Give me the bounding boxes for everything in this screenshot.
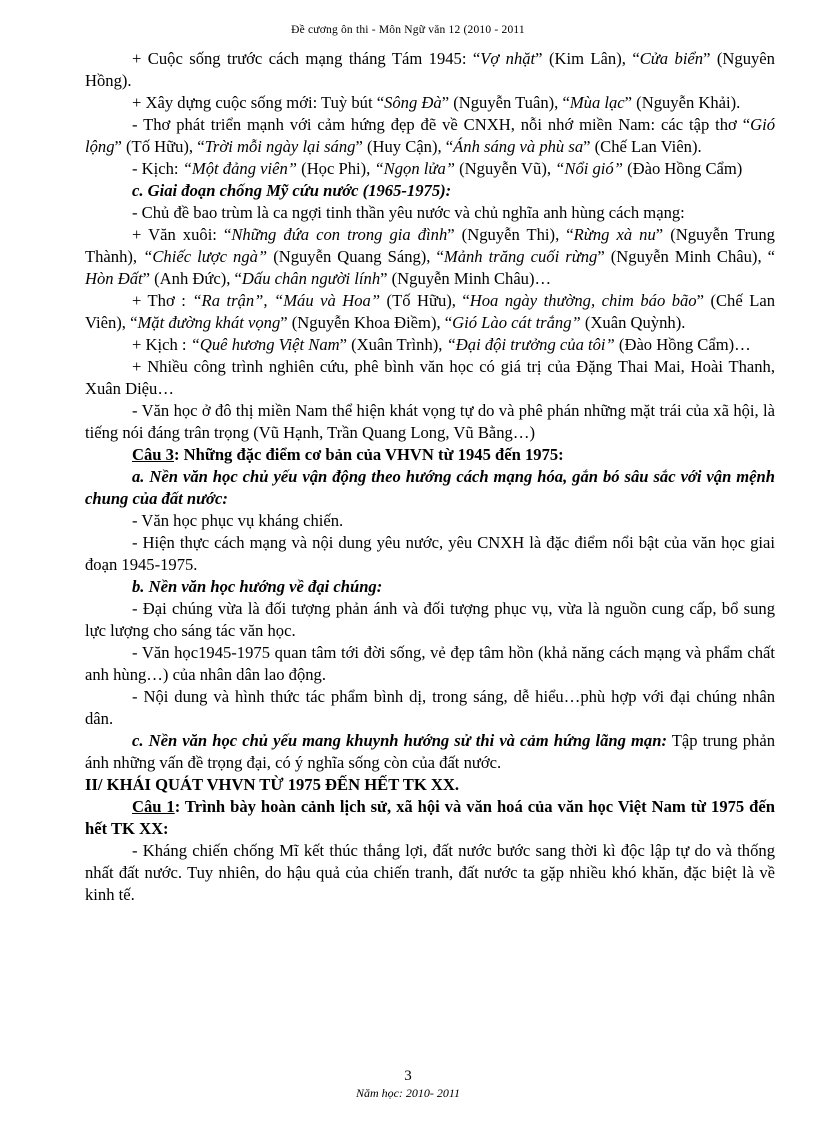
text-run: Vợ nhặt (480, 49, 536, 68)
text-run: ” (Chế Lan Viên). (583, 137, 702, 156)
paragraph (85, 686, 775, 730)
text-run: : Những đặc điểm cơ bản của VHVN từ 1945 đến 1975: (173, 445, 564, 464)
text-run: Tập trung phản ánh những vấn đề trọng đại, có ý nghĩa sống còn của đất nước. (85, 731, 775, 772)
text-run: ” (Nguyễn Trung Thành), (85, 225, 775, 266)
text-run: (Học Phi), (297, 159, 375, 178)
text-run: + Kịch : (132, 335, 191, 354)
text-run: Câu 1 (132, 797, 175, 816)
paragraph (85, 400, 775, 444)
paragraph (85, 356, 775, 400)
text-run: “Ngọn lửa” (374, 159, 455, 178)
text-run: Gió Lào cát trắng” (452, 313, 581, 332)
text-run: Ánh sáng và phù sa (453, 137, 584, 156)
paragraph (85, 576, 775, 598)
text-run: + Xây dựng cuộc sống mới: Tuỳ bút “ (132, 93, 385, 112)
page-footer: Năm học: 2010- 2011 (355, 1086, 461, 1100)
text-run: ” (Nguyễn Tuân), “ (441, 93, 570, 112)
text-run: c. Giai đoạn chống Mỹ cứu nước (1965-1975): (132, 181, 452, 200)
text-run: Mùa lạc (569, 93, 625, 112)
text-run: c. Nền văn học chủ yếu mang khuynh hướng sử thi và cảm hứng lãng mạn: (132, 731, 667, 750)
text-run: ” (Nguyên Hồng). (85, 49, 775, 90)
text-run: (Tố Hữu), “ (380, 291, 470, 310)
text-run: ” (Huy Cận), “ (355, 137, 454, 156)
text-run: “Quê hương Việt Nam (190, 335, 340, 354)
text-run: - Văn học ở đô thị miền Nam thể hiện khát vọng tự do và phê phán những mặt trái của xã hội, là tiếng nói đáng trân trọng (Vũ Hạnh, Trần Quang Long, Vũ Bằng…) (85, 401, 775, 442)
paragraph (85, 796, 775, 840)
text-run: Mảnh trăng cuối rừng (443, 247, 598, 266)
paragraph (85, 290, 775, 334)
text-run: - Văn học phục vụ kháng chiến. (132, 511, 344, 530)
text-run: “Nổi gió” (555, 159, 623, 178)
text-run: - Hiện thực cách mạng và nội dung yêu nước, yêu CNXH là đặc điểm nổi bật của văn học giai đoạn 1945-1975. (85, 533, 775, 574)
text-run: (Đào Hồng Cẩm)… (614, 335, 751, 354)
paragraph (85, 444, 775, 466)
text-run: Hoa ngày thường, chim báo bão (469, 291, 697, 310)
paragraph (85, 510, 775, 532)
text-run: ” (Nguyễn Minh Châu), “ (597, 247, 775, 266)
paragraph (85, 180, 775, 202)
text-run: Dấu chân người lính (241, 269, 381, 288)
paragraph (85, 224, 775, 290)
text-run: (Nguyễn Vũ), (454, 159, 556, 178)
text-run: - Kháng chiến chống Mĩ kết thúc thắng lợi, đất nước bước sang thời kì độc lập tự do và thống nhất đất nước. Tuy nhiên, do hậu quả của chiến tranh, đất nước ta gặp nhiều khó khăn, đặc biệt là về kinh tế. (85, 841, 775, 904)
text-run: (Đào Hồng Cẩm) (622, 159, 743, 178)
text-run: “Một đảng viên” (182, 159, 298, 178)
paragraph (85, 48, 775, 92)
paragraph (85, 642, 775, 686)
paragraph (85, 532, 775, 576)
text-run: ” (Chế Lan Viên), “ (85, 291, 775, 332)
text-run: ” (Tố Hữu), “ (114, 137, 205, 156)
text-run: b. Nền văn học hướng về đại chúng: (132, 577, 383, 596)
text-run: : Trình bày hoàn cảnh lịch sử, xã hội và văn hoá của văn học Việt Nam từ 1975 đến hết TK XX: (85, 797, 775, 838)
text-run: Sông Đà (384, 93, 442, 112)
text-run: - Đại chúng vừa là đối tượng phản ánh và đối tượng phục vụ, vừa là nguồn cung cấp, bổ sung lực lượng cho sáng tác văn học. (85, 599, 775, 640)
paragraph (85, 730, 775, 774)
text-run: Những đứa con trong gia đình (231, 225, 448, 244)
paragraph (85, 158, 775, 180)
text-run: “Ra trận”, “Máu và Hoa” (192, 291, 381, 310)
text-run: ” (Xuân Trình), (339, 335, 447, 354)
text-run: ” (Anh Đức), “ (142, 269, 242, 288)
text-run: - Văn học1945-1975 quan tâm tới đời sống, vẻ đẹp tâm hồn (khả năng cách mạng và phẩm chất anh hùng…) của nhân dân lao động. (85, 643, 775, 684)
paragraph (85, 114, 775, 158)
document-body (85, 48, 775, 906)
text-run: - Nội dung và hình thức tác phẩm bình dị, trong sáng, dễ hiểu…phù hợp với đại chúng nhân dân. (85, 687, 775, 728)
paragraph (85, 92, 775, 114)
text-run: + Cuộc sống trước cách mạng tháng Tám 1945: “ (132, 49, 481, 68)
text-run: “Chiếc lược ngà” (143, 247, 268, 266)
text-run: ” (Nguyễn Thi), “ (447, 225, 574, 244)
text-run: ” (Nguyễn Khoa Điềm), “ (280, 313, 453, 332)
paragraph (85, 466, 775, 510)
text-run: - Chủ đề bao trùm là ca ngợi tinh thần yêu nước và chủ nghĩa anh hùng cách mạng: (132, 203, 685, 222)
text-run: a. Nền văn học chủ yếu vận động theo hướng cách mạng hóa, gắn bó sâu sắc với vận mệnh chung của đất nước: (85, 467, 775, 508)
text-run: ” (Kim Lân), “ (535, 49, 640, 68)
paragraph (85, 202, 775, 224)
text-run: (Xuân Quỳnh). (580, 313, 686, 332)
paragraph (85, 598, 775, 642)
paragraph (85, 334, 775, 356)
text-run: Cửa biển (639, 49, 704, 68)
text-run: Câu 3 (132, 445, 174, 464)
text-run: + Văn xuôi: “ (132, 225, 232, 244)
text-run: Rừng xà nu (573, 225, 656, 244)
text-run: - Thơ phát triển mạnh với cảm hứng đẹp đẽ về CNXH, nỗi nhớ miền Nam: các tập thơ “ (132, 115, 751, 134)
page-header: Đề cương ôn thi - Môn Ngữ văn 12 (2010 - 2011 (291, 24, 525, 36)
text-run: + Thơ : (132, 291, 193, 310)
paragraph (85, 774, 775, 796)
text-run: ” (Nguyễn Khải). (624, 93, 741, 112)
text-run: - Kịch: (132, 159, 183, 178)
text-run: II/ KHÁI QUÁT VHVN TỪ 1975 ĐẾN HẾT TK XX. (85, 775, 460, 794)
text-run: Trời mỗi ngày lại sáng (204, 137, 356, 156)
text-run: (Nguyễn Quang Sáng), “ (267, 247, 444, 266)
text-run: Hòn Đất (85, 269, 143, 288)
paragraph (85, 840, 775, 906)
text-run: ” (Nguyễn Minh Châu)… (380, 269, 552, 288)
text-run: Gió lộng (85, 115, 775, 156)
text-run: Mặt đường khát vọng (137, 313, 281, 332)
text-run: + Nhiều công trình nghiên cứu, phê bình văn học có giá trị của Đặng Thai Mai, Hoài Thanh, Xuân Diệu… (85, 357, 775, 398)
page-number: 3 (404, 1068, 412, 1084)
text-run: “Đại đội trưởng của tôi” (446, 335, 615, 354)
